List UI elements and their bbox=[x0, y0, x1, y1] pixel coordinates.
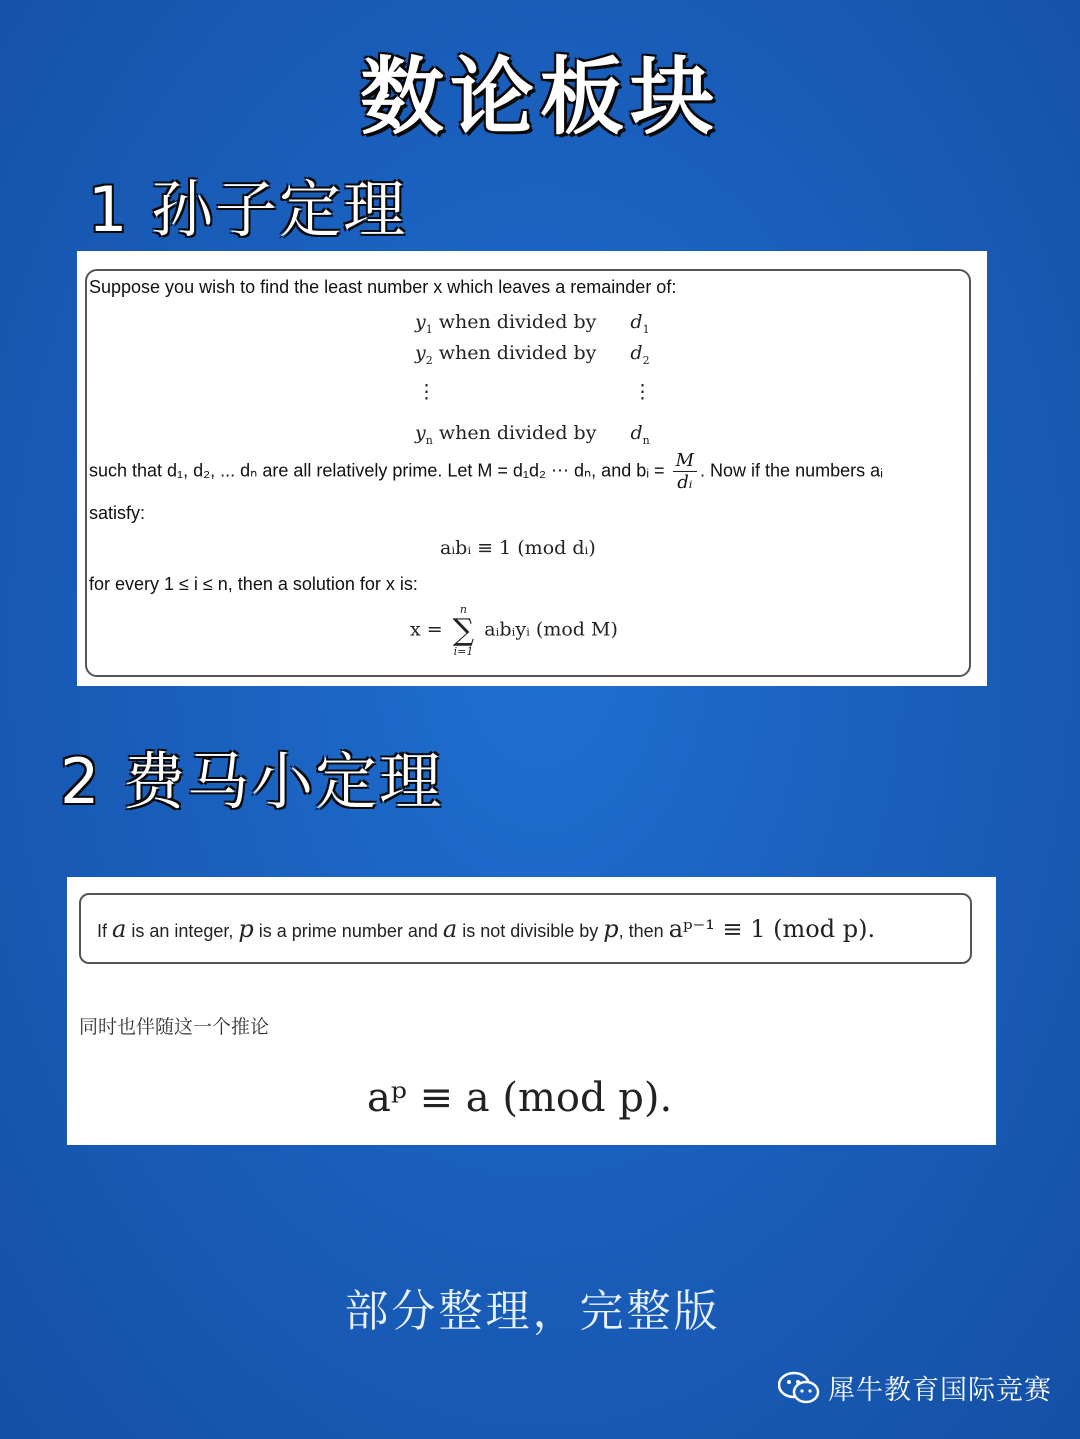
section-heading-crt: 1 孙子定理 bbox=[88, 173, 408, 246]
var-p: p bbox=[603, 915, 619, 943]
crt-solution bbox=[410, 603, 618, 658]
crt-for-every: for every 1 ≤ i ≤ n, then a solution for x is: bbox=[89, 574, 418, 594]
page-title: 数论板块 bbox=[359, 48, 720, 146]
row-y-sub: 1 bbox=[425, 322, 433, 336]
row-mid: when divided by bbox=[438, 311, 597, 333]
watermark-text: 犀牛教育国际竞赛 bbox=[828, 1375, 1052, 1406]
row-d: d bbox=[630, 311, 643, 333]
corollary-formula: aᵖ ≡ a (mod p). bbox=[367, 1075, 673, 1121]
row-d-sub: 1 bbox=[642, 322, 650, 336]
row-y: y bbox=[415, 311, 426, 333]
row-d: d bbox=[630, 342, 643, 364]
row-y: y bbox=[415, 422, 426, 444]
stmt-text: is not divisible by bbox=[457, 921, 604, 941]
sum-upper-limit: n bbox=[459, 603, 467, 616]
row-d: d bbox=[630, 422, 643, 444]
stmt-text: If bbox=[97, 921, 113, 941]
crt-intro: Suppose you wish to find the least number x which leaves a remainder of: bbox=[89, 277, 677, 297]
row-d-sub: 2 bbox=[642, 353, 650, 367]
vdots-right: ⋮ bbox=[633, 381, 652, 403]
condition-b: . Now if the numbers aᵢ bbox=[700, 460, 883, 481]
sum-symbol: ∑ n i=1 bbox=[452, 603, 475, 658]
wechat-icon bbox=[778, 1371, 820, 1405]
corollary-label: 同时也伴随这一个推论 bbox=[79, 1016, 270, 1038]
row-mid: when divided by bbox=[438, 422, 597, 444]
var-a: a bbox=[442, 915, 458, 943]
section-heading-fermat: 2 费马小定理 bbox=[60, 745, 444, 818]
crt-panel bbox=[77, 251, 987, 686]
sum-lower-limit: i=1 bbox=[453, 645, 474, 658]
fermat-panel bbox=[67, 877, 996, 1145]
crt-congruence: aᵢbᵢ ≡ 1 (mod dᵢ) bbox=[440, 537, 596, 559]
stmt-text: , then bbox=[618, 921, 669, 941]
row-y: y bbox=[415, 342, 426, 364]
row-y-sub: n bbox=[425, 433, 433, 447]
footer-text: 部分整理，完整版 bbox=[344, 1286, 721, 1337]
crt-row-2 bbox=[415, 342, 650, 367]
solution-lhs: x = bbox=[410, 618, 443, 641]
crt-row-1 bbox=[415, 311, 650, 336]
frac-den: dᵢ bbox=[677, 472, 693, 493]
watermark bbox=[778, 1368, 1052, 1407]
var-a: a bbox=[112, 915, 127, 943]
condition-a: such that d₁, d₂, ... dₙ are all relatively prime. Let M = d₁d₂ ⋯ dₙ, and bᵢ = bbox=[89, 460, 665, 481]
stmt-text: is a prime number and bbox=[253, 921, 443, 941]
fermat-statement bbox=[97, 915, 875, 943]
row-d-sub: n bbox=[642, 433, 650, 447]
fermat-formula: aᵖ⁻¹ ≡ 1 (mod p). bbox=[668, 915, 876, 943]
crt-row-n bbox=[415, 422, 650, 447]
stmt-text: is an integer, bbox=[126, 921, 239, 941]
vdots-left: ⋮ bbox=[417, 381, 436, 403]
crt-satisfy: satisfy: bbox=[89, 503, 146, 523]
frac-num: M bbox=[673, 450, 697, 472]
row-y-sub: 2 bbox=[425, 353, 433, 367]
crt-condition bbox=[89, 450, 883, 493]
fraction-M-over-di bbox=[673, 450, 697, 493]
row-mid: when divided by bbox=[438, 342, 597, 364]
solution-rhs: aᵢbᵢyᵢ (mod M) bbox=[484, 618, 618, 641]
var-p: p bbox=[238, 915, 254, 943]
